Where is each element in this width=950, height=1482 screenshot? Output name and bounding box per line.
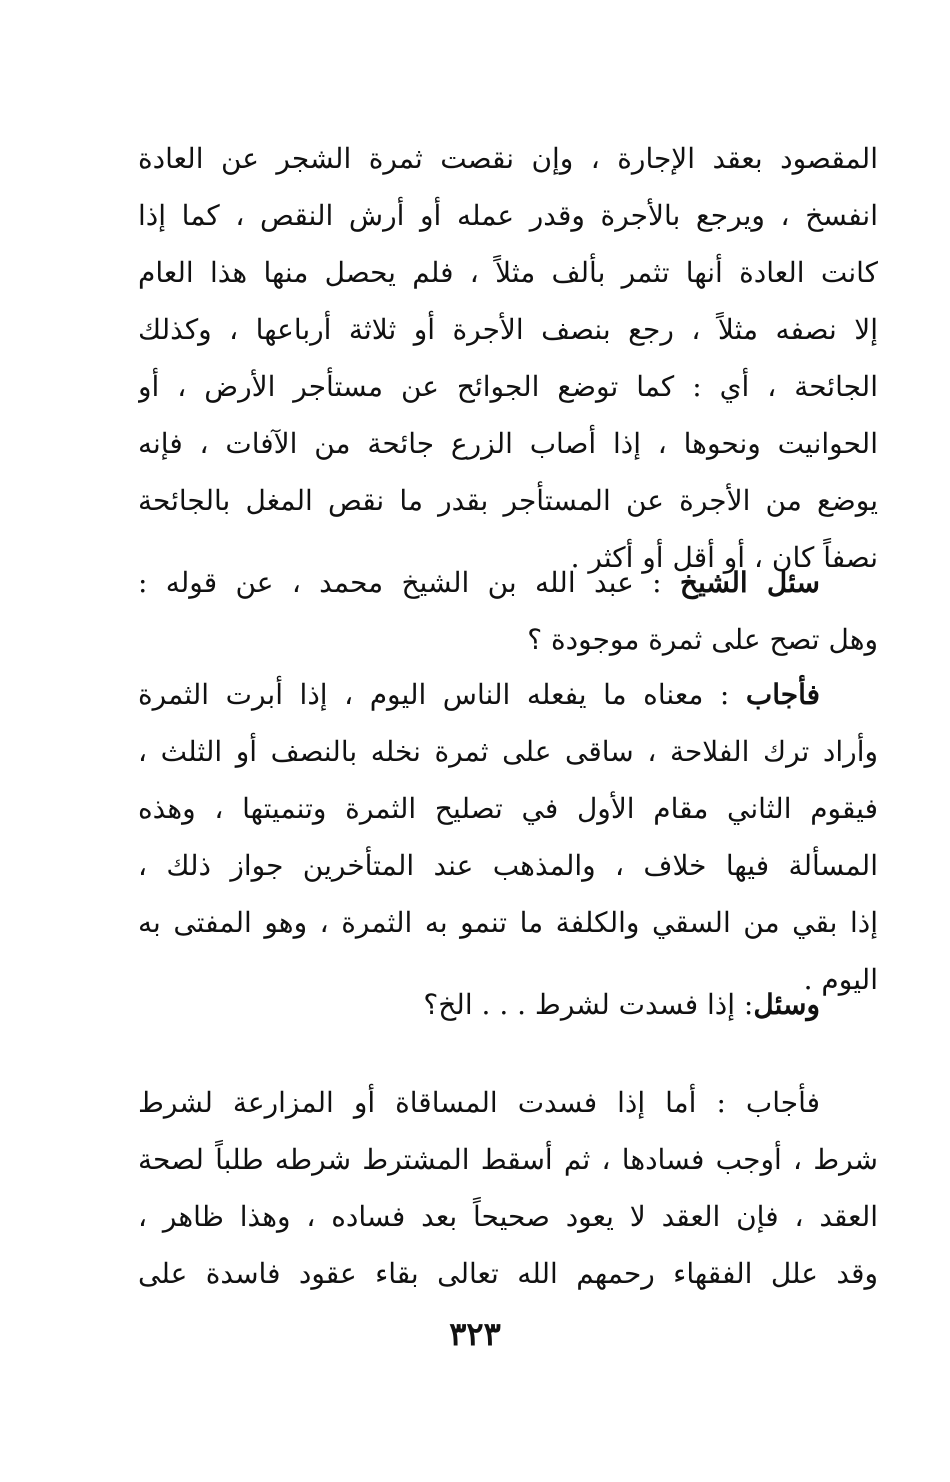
paragraph-4 [138, 976, 878, 1033]
text-line: اليوم . [803, 963, 878, 996]
text-line: وأراد ترك الفلاحة ، ساقى على ثمرة نخله بالنصف أو الثلث ، [138, 735, 878, 768]
text-line: شرط ، أوجب فسادها ، ثم أسقط المشترط شرطه طلباً لصحة [138, 1143, 878, 1176]
paragraph-1 [138, 130, 878, 586]
question-heading: وسئل [753, 988, 820, 1021]
text-line: يوضع من الأجرة عن المستأجر بقدر ما نقص المغل بالجائحة [138, 484, 878, 517]
text-line [138, 666, 878, 723]
paragraph-5 [138, 1074, 878, 1302]
line-text: : إذا فسدت لشرط . . . الخ؟ [423, 988, 754, 1021]
paragraph-3 [138, 666, 878, 1008]
text-line: إذا بقي من السقي والكلفة ما تنمو به الثمرة ، وهو المفتى به [138, 906, 878, 939]
text-line: وهل تصح على ثمرة موجودة ؟ [527, 623, 878, 656]
text-line: المسألة فيها خلاف ، والمذهب عند المتأخرين جواز ذلك ، [138, 849, 878, 882]
text-line: المقصود بعقد الإجارة ، وإن نقصت ثمرة الشجر عن العادة [138, 142, 878, 175]
line-text: : عبد الله بن الشيخ محمد ، عن قوله : [138, 566, 680, 599]
text-line [138, 976, 878, 1033]
line-text: : معناه ما يفعله الناس اليوم ، إذا أبرت الثمرة [138, 678, 746, 711]
text-line: العقد ، فإن العقد لا يعود صحيحاً بعد فساده ، وهذا ظاهر ، [138, 1200, 878, 1233]
text-line: الجائحة ، أي : كما توضع الجوائح عن مستأجر الأرض ، أو [138, 370, 878, 403]
text-line: فيقوم الثاني مقام الأول في تصليح الثمرة وتنميتها ، وهذه [138, 792, 878, 825]
text-line: نصفاً كان ، أو أقل أو أكثر . [570, 541, 878, 574]
question-heading: سئل الشيخ [679, 566, 820, 599]
text-line: إلا نصفه مثلاً ، رجع بنصف الأجرة أو ثلاثة أرباعها ، وكذلك [138, 313, 878, 346]
paragraph-2 [138, 554, 878, 668]
page-number: ٣٢٣ [449, 1315, 501, 1353]
text-line: كانت العادة أنها تثمر بألف مثلاً ، فلم يحصل منها هذا العام [138, 256, 878, 289]
text-line: الحوانيت ونحوها ، إذا أصاب الزرع جائحة من الآفات ، فإنه [138, 427, 878, 460]
text-line [138, 554, 878, 611]
answer-heading: فأجاب [745, 678, 820, 711]
text-line: وقد علل الفقهاء رحمهم الله تعالى بقاء عقود فاسدة على [138, 1257, 878, 1290]
text-line: فأجاب : أما إذا فسدت المساقاة أو المزارعة لشرط [138, 1086, 820, 1119]
text-line: انفسخ ، ويرجع بالأجرة وقدر عمله أو أرش النقص ، كما إذا [138, 199, 878, 232]
